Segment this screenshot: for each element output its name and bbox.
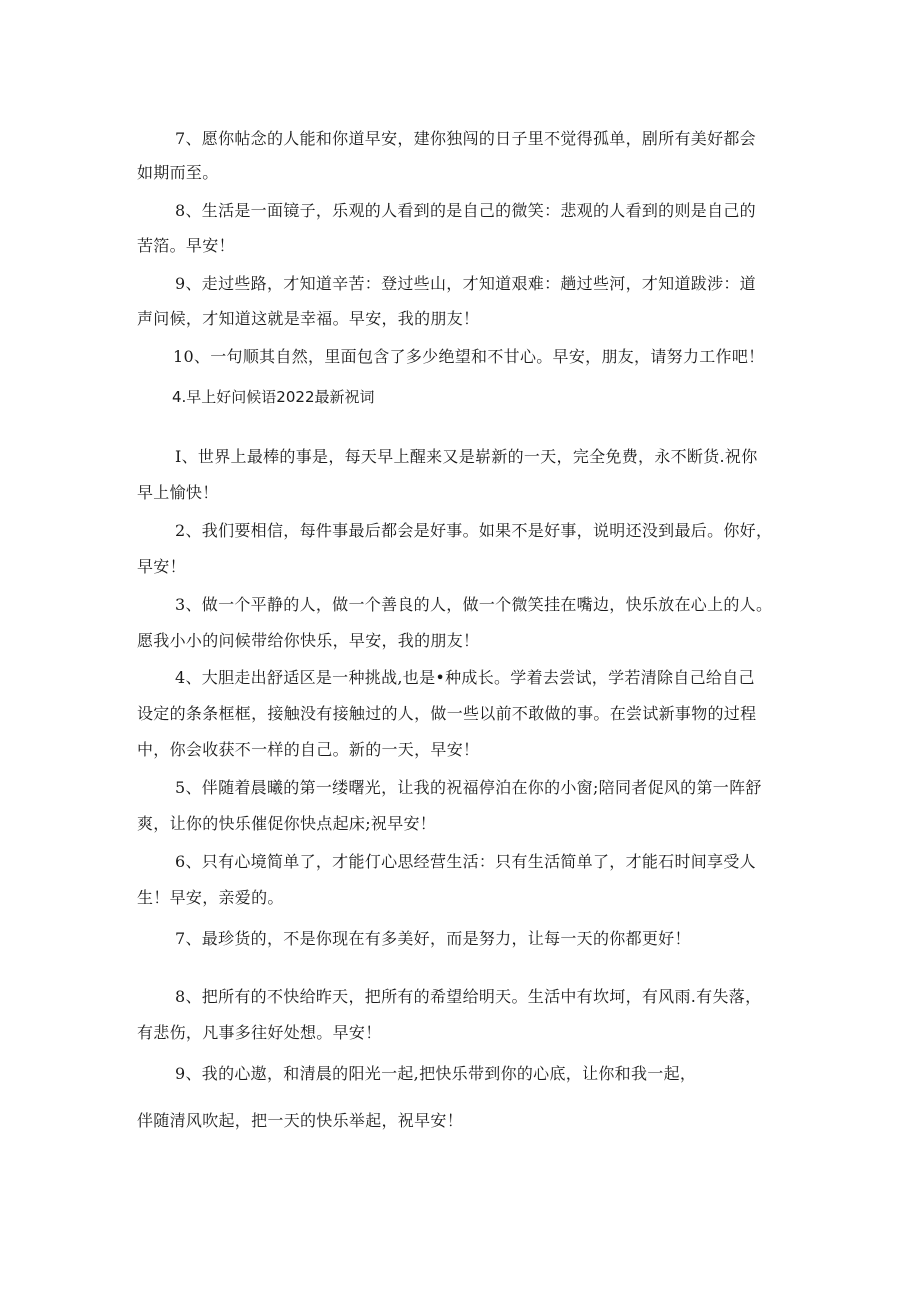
greeting-4-line-2: 设定的条条框框，接触没有接触过的人，做一些以前不敢做的事。在尝试新事物的过程 (137, 704, 757, 723)
greeting-3-line-2: 愿我小小的问候带给你快乐，早安，我的朋友！ (137, 631, 480, 650)
paragraph-7-line-1: 7、愿你帖念的人能和你道早安，建你独闯的日子里不觉得孤单，剧所有美好都会 (175, 129, 756, 148)
greeting-9-line-1: 9、我的心遨，和清晨的阳光一起,把快乐带到你的心底，让你和我一起， (175, 1064, 697, 1083)
greeting-3-line-1: 3、做一个平静的人，做一个善良的人，做一个微笑挂在嘴边，快乐放在心上的人。 (175, 595, 773, 614)
greeting-4-line-3: 中，你会收获不一样的自己。新的一天，早安！ (137, 740, 480, 759)
paragraph-8-line-2: 苦箔。早安！ (137, 236, 235, 255)
paragraph-7-line-2: 如期而至。 (137, 163, 219, 182)
greeting-9-line-2: 伴随清风吹起，把一天的快乐举起，祝早安！ (137, 1111, 464, 1130)
greeting-7-line-1: 7、最珍货的，不是你现在有多美好，而是努力，让每一天的你都更好！ (175, 929, 691, 948)
greeting-5-line-1: 5、伴随着晨曦的第一缕曙光，让我的祝福停泊在你的小窗;陪同者促风的第一阵舒 (175, 778, 762, 797)
greeting-4-line-1: 4、大胆走出舒适区是一种挑战,也是•种成长。学着去尝试，学若清除自己给自己 (175, 668, 755, 687)
paragraph-10-line-1: 10、一句顺其自然，里面包含了多少绝望和不甘心。早安，朋友，请努力工作吧！ (173, 347, 765, 366)
greeting-8-line-1: 8、把所有的不快给昨天，把所有的希望给明天。生活中有坎坷，有风雨.有失落， (175, 987, 762, 1006)
paragraph-9-line-2: 声问候，才知道这就是幸福。早安，我的朋友！ (137, 309, 480, 328)
greeting-6-line-2: 生！早安，亲爱的。 (137, 888, 284, 907)
greeting-2-line-1: 2、我们要相信，每件事最后都会是好事。如果不是好事，说明还没到最后。你好， (175, 521, 773, 540)
greeting-8-line-2: 有悲伤，凡事多往好处想。早安！ (137, 1023, 382, 1042)
greeting-1-line-1: I、世界上最棒的事是，每天早上醒来又是崭新的一天，完全免费，永不断货.祝你 (175, 447, 758, 466)
greeting-5-line-2: 爽，让你的快乐催促你快点起床;祝早安！ (137, 814, 437, 833)
section-heading: 4.早上好问候语2022最新祝词 (172, 388, 375, 406)
greeting-1-line-2: 早上愉快！ (137, 483, 219, 502)
paragraph-8-line-1: 8、生活是一面镜子，乐观的人看到的是自己的微笑：悲观的人看到的则是自己的 (175, 201, 756, 220)
greeting-2-line-2: 早安！ (137, 557, 186, 576)
paragraph-9-line-1: 9、走过些路，才知道辛苦：登过些山，才知道艰难：趟过些河，才知道跋涉：道 (175, 274, 756, 293)
greeting-6-line-1: 6、只有心境简单了，才能仃心思经营生活：只有生活简单了，才能石时间享受人 (175, 852, 756, 871)
